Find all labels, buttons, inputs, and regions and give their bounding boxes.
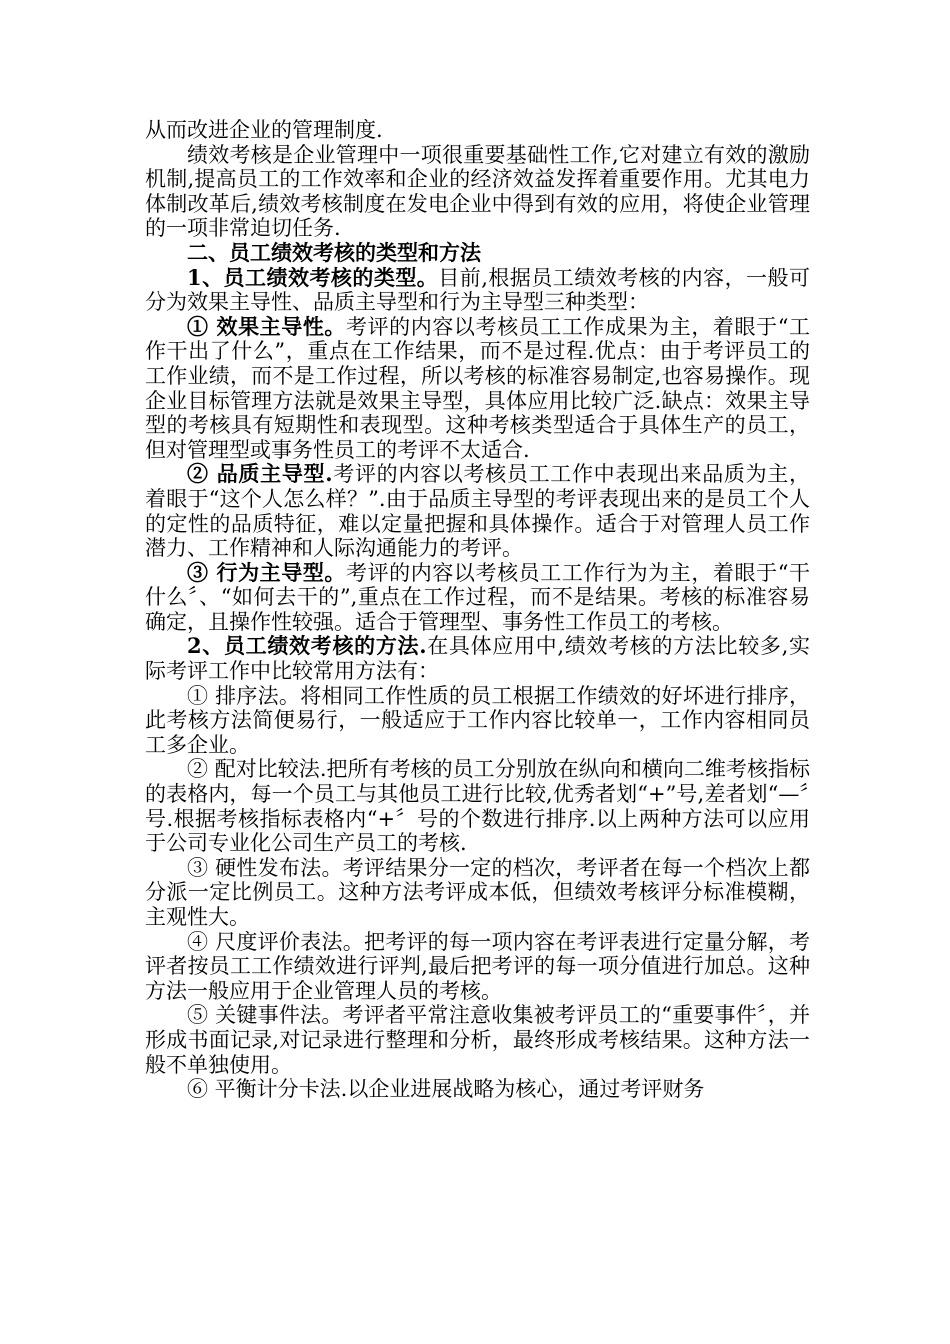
result-oriented-text: 考评的内容以考核员工工作成果为主，着眼于“工作干出了什么”，重点在工作结果，而不是过程.优点：由于考评员工的工作业绩，而不是工作过程，所以考核的标准容易制定,也容易操作。现企业目标管理方法就是效果主导型，具体应用比较广泛.缺点：效果主导型的考核具有短期性和表现型。这种考核类型适合于具体生产的员工，但对管理型或事务性员工的考评不太适合.	[145, 314, 811, 462]
quality-oriented-text: 考评的内容以考核员工工作中表现出来品质为主，着眼于“这个人怎么样？”.由于品质主导型的考评表现出来的是员工个人的定性的品质特征，难以定量把握和具体操作。适合于对管理人员工作潜力、工作精神和人际沟通能力的考评。	[145, 462, 811, 561]
paragraph-methods-intro	[145, 634, 810, 683]
section-heading: 二、员工绩效考核的类型和方法	[187, 239, 481, 265]
paragraph-quality-oriented	[145, 462, 810, 560]
paragraph-result-oriented	[145, 315, 810, 463]
methods-text: 在具体应用中,绩效考核的方法比较多,实际考评工作中比较常用方法有：	[145, 634, 810, 684]
paragraph-continuation: 从而改进企业的管理制度.	[145, 118, 383, 142]
paragraph-forced-distribution: ③ 硬性发布法。考评结果分一定的档次，考评者在每一个档次上都分派一定比例员工。这种方法考评成本低，但绩效考核评分标准模糊，主观性大。	[145, 855, 810, 929]
paragraph-behavior-oriented	[145, 561, 810, 635]
paragraph-critical-incident: ⑤ 关键事件法。考评者平常注意收集被考评员工的“重要事件〞，并形成书面记录,对记录进行整理和分析，最终形成考核结果。这种方法一般不单独使用。	[145, 1003, 810, 1077]
paragraph-rating-scale: ④ 尺度评价表法。把考评的每一项内容在考评表进行定量分解，考评者按员工工作绩效进行评判,最后把考评的每一项分值进行加总。这种方法一般应用于企业管理人员的考核。	[145, 929, 810, 1003]
methods-lead: 2、员工绩效考核的方法.	[187, 633, 427, 659]
paragraph-balanced-scorecard: ⑥ 平衡计分卡法.以企业进展战略为核心，通过考评财务	[187, 1077, 705, 1102]
paragraph-intro: 绩效考核是企业管理中一项很重要基础性工作,它对建立有效的激励机制,提高员工的工作效率和企业的经济效益发挥着重要作用。尤其电力体制改革后,绩效考核制度在发电企业中得到有效的应用，将使企业管理的一项非常迫切任务.	[145, 142, 810, 241]
types-lead: 1、员工绩效考核的类型。	[187, 264, 439, 290]
behavior-oriented-lead: ③ 行为主导型。	[187, 559, 346, 585]
paragraph-ranking-method: ① 排序法。将相同工作性质的员工根据工作绩效的好坏进行排序，此考核方法简便易行，一般适应于工作内容比较单一，工作内容相同员工多企业。	[145, 683, 810, 757]
quality-oriented-lead: ② 品质主导型.	[187, 461, 333, 487]
behavior-oriented-text: 考评的内容以考核员工工作行为为主，着眼于“干什么〞、“如何去干的”,重点在工作过程，而不是结果。考核的标准容易确定，且操作性较强。适合于管理型、事务性工作员工的考核。	[145, 560, 811, 634]
types-text: 目前,根据员工绩效考核的内容，一般可分为效果主导性、品质主导型和行为主导型三种类型：	[145, 265, 810, 315]
document-page	[145, 118, 810, 1102]
paragraph-paired-comparison: ② 配对比较法.把所有考核的员工分别放在纵向和横向二维考核指标的表格内，每一个员工与其他员工进行比较,优秀者划“+”号,差者划“—〞号.根据考核指标表格内“+〞号的个数进行排序.以上两种方法可以应用于公司专业化公司生产员工的考核.	[145, 757, 810, 856]
paragraph-types-intro	[145, 266, 810, 315]
result-oriented-lead: ① 效果主导性。	[187, 313, 346, 339]
